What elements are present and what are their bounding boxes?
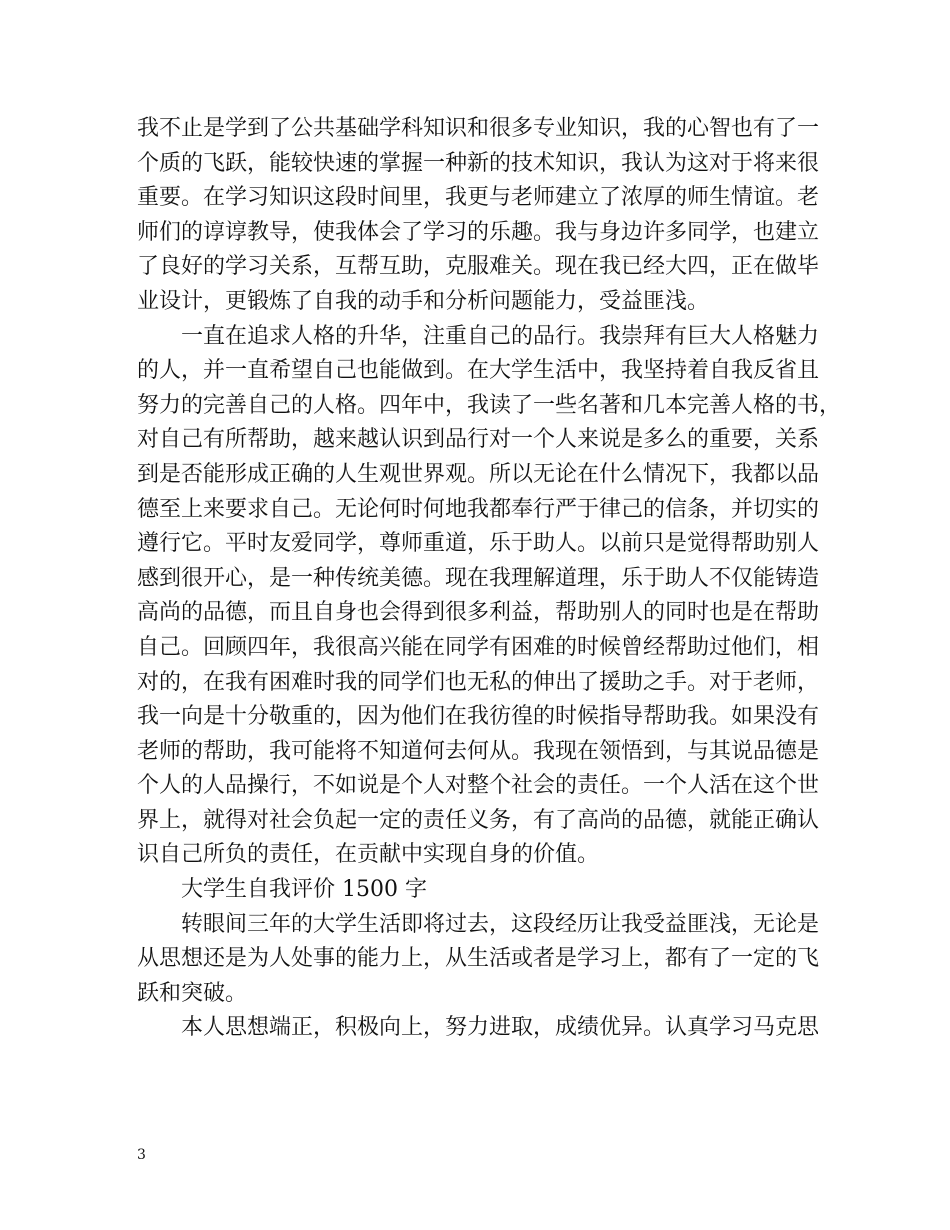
text-line: 个人的人品操行，不如说是个人对整个社会的责任。一个人活在这个世 xyxy=(137,773,820,799)
text-line: 德至上来要求自己。无论何时何地我都奉行严于律己的信条，并切实的 xyxy=(137,496,820,522)
text-line: 转眼间三年的大学生活即将过去，这段经历让我受益匪浅，无论是 xyxy=(181,911,820,937)
text-line: 遵行它。平时友爱同学，尊师重道，乐于助人。以前只是觉得帮助别人 xyxy=(137,531,820,557)
text-line: 重要。在学习知识这段时间里，我更与老师建立了浓厚的师生情谊。老 xyxy=(137,185,820,211)
text-line: 努力的完善自己的人格。四年中，我读了一些名著和几本完善人格的书， xyxy=(137,392,842,418)
text-line: 对自己有所帮助，越来越认识到品行对一个人来说是多么的重要，关系 xyxy=(137,427,820,453)
text-line: 的人，并一直希望自己也能做到。在大学生活中，我坚持着自我反省且 xyxy=(137,358,820,384)
text-line: 本人思想端正，积极向上，努力进取，成绩优异。认真学习马克思 xyxy=(181,1015,820,1041)
text-line: 一直在追求人格的升华，注重自己的品行。我崇拜有巨大人格魅力 xyxy=(181,323,820,349)
text-line: 了良好的学习关系，互帮互助，克服难关。现在我已经大四，正在做毕 xyxy=(137,254,820,280)
text-line: 业设计，更锻炼了自我的动手和分析问题能力，受益匪浅。 xyxy=(137,288,710,314)
text-line: 师们的谆谆教导，使我体会了学习的乐趣。我与身边许多同学，也建立 xyxy=(137,219,820,245)
text-line: 高尚的品德，而且自身也会得到很多利益，帮助别人的同时也是在帮助 xyxy=(137,600,820,626)
text-line: 感到很开心，是一种传统美德。现在我理解道理，乐于助人不仅能铸造 xyxy=(137,565,820,591)
text-line: 我一向是十分敬重的，因为他们在我彷徨的时候指导帮助我。如果没有 xyxy=(137,704,820,730)
text-line: 大学生自我评价 1500 字 xyxy=(181,877,427,903)
document-body xyxy=(137,112,842,1046)
text-line: 跃和突破。 xyxy=(137,980,248,1006)
text-line: 个质的飞跃，能较快速的掌握一种新的技术知识，我认为这对于将来很 xyxy=(137,150,820,176)
text-line: 对的，在我有困难时我的同学们也无私的伸出了援助之手。对于老师， xyxy=(137,669,820,695)
text-line: 识自己所负的责任，在贡献中实现自身的价值。 xyxy=(137,842,600,868)
page-number: 3 xyxy=(137,1147,146,1163)
text-line: 老师的帮助，我可能将不知道何去何从。我现在领悟到，与其说品德是 xyxy=(137,738,820,764)
text-line: 从思想还是为人处事的能力上，从生活或者是学习上，都有了一定的飞 xyxy=(137,946,820,972)
text-line: 到是否能形成正确的人生观世界观。所以无论在什么情况下，我都以品 xyxy=(137,461,820,487)
text-line: 自己。回顾四年，我很高兴能在同学有困难的时候曾经帮助过他们，相 xyxy=(137,634,820,660)
text-line: 我不止是学到了公共基础学科知识和很多专业知识，我的心智也有了一 xyxy=(137,116,820,141)
text-line: 界上，就得对社会负起一定的责任义务，有了高尚的品德，就能正确认 xyxy=(137,807,820,833)
